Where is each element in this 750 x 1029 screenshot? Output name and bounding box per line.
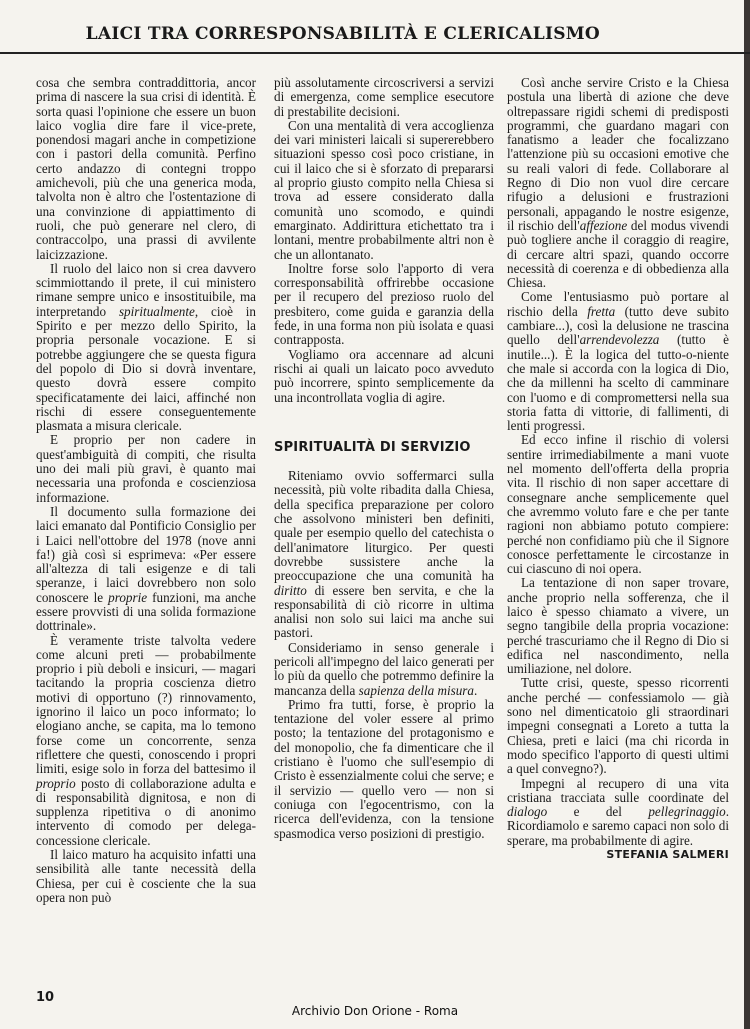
- paragraph: Riteniamo ovvio soffermarci sulla necessità, più volte ribadita dalla Chiesa, della specifica preparazione per coloro che assolvono ministeri ben definiti, quale per esempio quello del catechista o dell'animatore liturgico. Per questi dovrebbe sussistere anche la preoccupazione che una comunità ha diritto di essere ben servita, e che la responsabilità di ciò ricorre in ultima analisi non solo sui laici ma anche sui pastori.: [274, 468, 494, 641]
- page-number: 10: [36, 990, 55, 1005]
- paragraph: Ed ecco infine il rischio di volersi sentire irrimediabilmente a mani vuote nel momento dell'offerta della propria vita. Il rischio di non saper accettare di consegnare anche semplicemente quel che avremmo voluto fare e che per tante ragioni non abbiamo potuto compiere: perché non confidiamo più che il Signore conosce perfettamente le circostanze in cui ciascuno di noi opera.: [507, 432, 729, 577]
- paragraph: Il documento sulla formazione dei laici emanato dal Pontificio Consiglio per i Laici nell'ottobre del 1978 (nove anni fa!) già così si esprimeva: «Per essere all'altezza di tali esigenze e di tali speranze, i laici dovrebbero non solo conoscere le proprie funzioni, ma anche essere provvisti di una solida formazione dottrinale».: [36, 503, 256, 634]
- paragraph: Con una mentalità di vera accoglienza dei vari ministeri laicali si supererebbero situazioni spesso così poco cristiane, in cui il laico che si è sforzato di prepararsi al proprio giusto compito nella Chiesa si trova ad essere considerato dalla comunità uno scomodo, e quindi emarginato. Addirittura etichettato tra i lontani, mentre probabilmente altri non è che un allontanato.: [274, 117, 494, 262]
- paragraph: Il laico maturo ha acquisito infatti una sensibilità alle tante necessità della Chiesa, per cui è cosciente che la sua opera non può: [36, 847, 256, 905]
- section-heading: SPIRITUALITÀ DI SERVIZIO: [274, 439, 471, 455]
- paragraph: La tentazione di non saper trovare, anche proprio nella sofferenza, che il laico è spesso chiamato a vivere, un segno tangibile della propria vocazione: perché trascuriamo che il Regno di Dio si edifica nel nascondimento, nella umiliazione, nel dolore.: [507, 575, 729, 677]
- paragraph: E proprio per non cadere in quest'ambiguità di compiti, che risulta uno dei mali più gravi, è quanto mai necessaria una profonda e coscienziosa informazione.: [36, 432, 256, 505]
- paragraph: Inoltre forse solo l'apporto di vera corresponsabilità offrirebbe occasione per il recupero del prezioso ruolo del presbitero, come guida e garanzia della fede, in una forma non più isolata e quasi contrapposta.: [274, 260, 494, 348]
- paragraph: Impegni al recupero di una vita cristiana tracciata sulle coordinate del dialogo e del pellegrinaggio. Ricordiamolo e saremo capaci non solo di sperare, ma probabilmente di agire.: [507, 775, 729, 848]
- paragraph: Consideriamo in senso generale i pericoli all'impegno del laico generati per lo più da quello che potremmo definire la mancanza della sapienza della misura.: [274, 639, 494, 698]
- paragraph: più assolutamente circoscriversi a servizi di emergenza, come semplice esecutore di prestabilite decisioni.: [274, 75, 494, 119]
- paragraph: È veramente triste talvolta vedere come alcuni preti — probabilmente proprio i più deboli e insicuri, — magari tacitando la propria coscienza dietro motivi di opportuno (?) rinnovamento, ignorino il laico un poco informato; lo elogiano anche, se capita, ma lo temono forse come un concorrente, senza riflettere che questi, conoscendo i propri limiti, esige solo in forza del battesimo il proprio posto di collaborazione adulta e di responsabilità dignitosa, e non di supplenza ripetitiva o di anonimo intervento di comodo per delega-concessione clericale.: [36, 632, 256, 848]
- paragraph: Il ruolo del laico non si crea davvero scimmiottando il prete, il cui ministero rimane sempre unico e insostituibile, ma interpretando spiritualmente, cioè in Spirito e per mezzo dello Spirito, la propria personale vocazione. E si potrebbe aggiungere che se questa figura del popolo di Dio si dovrà inventare, questo dovrà essere compito specificatamente dei laici, affinché non rischi di essere conseguentemente plasmata a misura clericale.: [36, 260, 256, 434]
- paragraph: Così anche servire Cristo e la Chiesa postula una libertà di azione che deve oltrepassare rigidi schemi di predisposti programmi, che guardano magari con fanatismo a leader che focalizzano l'attenzione più su occasioni emotive che su reali valori di fede. Collaborare al Regno di Dio non vuol dire cercare rifugio a delusioni e frustrazioni personali, appagando le nostre esigenze, il rischio dell'affezione del modus vivendi può togliere anche il coraggio di reagire, di cercare altri spazi, quando occorre necessità di coerenza e di obbedienza alla Chiesa.: [507, 75, 729, 291]
- article-column-3: [507, 76, 729, 862]
- paragraph: Primo fra tutti, forse, è proprio la tentazione del voler essere al primo posto; la tentazione del protagonismo e del monopolio, che fa dimenticare che il cristiano è l'uomo che sull'esempio di Cristo è essenzialmente colui che serve; e il servizio — quello vero — non si coniuga con l'egocentrismo, con la ricerca dell'evidenza, con la tensione spasmodica verso posizioni di prestigio.: [274, 696, 494, 841]
- paragraph: Vogliamo ora accennare ad alcuni rischi ai quali un laicato poco avveduto può incorrere, spinto semplicemente da una incontrollata voglia di agire.: [274, 346, 494, 405]
- archive-footer: Archivio Don Orione - Roma: [291, 1004, 459, 1018]
- article-column-1: [36, 76, 256, 905]
- page-header: [0, 22, 750, 54]
- author-byline: STEFANIA SALMERI: [606, 848, 729, 862]
- page-title: LAICI TRA CORRESPONSABILITÀ E CLERICALISMO: [85, 24, 600, 44]
- paragraph: cosa che sembra contraddittoria, ancor prima di nascere la sua crisi di identità. È sorta quasi l'opinione che essere un buon laico voglia dire fare il vice-prete, ponendosi magari anche in competizione con i pastori della comunità. Perfino certo andazzo di contegni troppo amichevoli, più che una generica moda, talvolta non è altro che l'ostentazione di una convinzione di appiattimento di ruoli, che può generare nel clero, di contraccolpo, una prassi di avvilente laicizzazione.: [36, 75, 256, 262]
- paragraph: Come l'entusiasmo può portare al rischio della fretta (tutto deve subito cambiare...), così la delusione ne trascina quello dell'arrendevolezza (tutto è inutile...). È la logica del tutto-o-niente che male si accorda con la logica di Dio, che da millenni ha scelto di camminare con l'uomo e di compromettersi nella sua storia fatta di vittorie, di fallimenti, di lenti progressi.: [507, 289, 730, 434]
- paragraph: Tutte crisi, queste, spesso ricorrenti anche perché — confessiamolo — già sono nel dimenticatoio gli straordinari impegni consegnati a Loreto a tutta la Chiesa, preti e laici (ma chi ricorda in modo specifico l'apporto di questi ultimi a quel convegno?).: [507, 675, 729, 777]
- article-column-2: [274, 76, 494, 841]
- scan-edge: [744, 0, 750, 1029]
